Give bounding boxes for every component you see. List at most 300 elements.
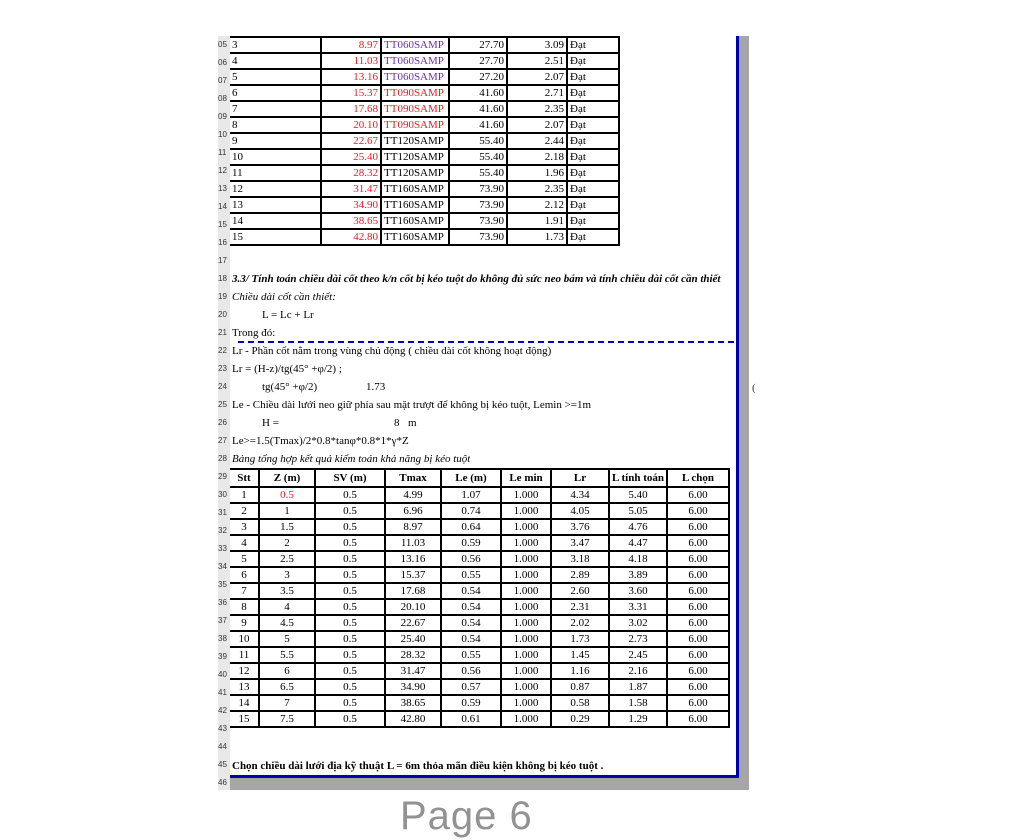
column-header[interactable]: L tính toán bbox=[609, 469, 667, 487]
cell-stt[interactable]: 15 bbox=[230, 229, 321, 245]
table-row bbox=[230, 615, 729, 631]
cell-code[interactable]: TT160SAMP bbox=[381, 213, 449, 229]
cell-stt[interactable]: 4 bbox=[230, 53, 321, 69]
column-header[interactable]: Le (m) bbox=[441, 469, 501, 487]
cell-tension[interactable]: 42.80 bbox=[321, 229, 381, 245]
table-cell[interactable]: 0.56 bbox=[441, 551, 501, 567]
cell-fs[interactable]: 2.51 bbox=[507, 53, 567, 69]
table-cell[interactable]: 6.00 bbox=[667, 599, 729, 615]
table-cell[interactable]: 2 bbox=[259, 535, 315, 551]
cell-stt[interactable]: 12 bbox=[230, 181, 321, 197]
cell-stt[interactable]: 11 bbox=[230, 165, 321, 181]
row-header[interactable]: 05 bbox=[218, 40, 227, 49]
table-cell[interactable]: 7.5 bbox=[259, 711, 315, 727]
table-cell[interactable]: 0.58 bbox=[551, 695, 609, 711]
row-header[interactable]: 18 bbox=[218, 274, 227, 283]
cell-result[interactable]: Đạt bbox=[567, 197, 619, 213]
table-row bbox=[230, 599, 729, 615]
cell-code[interactable]: TT120SAMP bbox=[381, 149, 449, 165]
table-cell[interactable]: 1.000 bbox=[501, 711, 551, 727]
cell-stt[interactable]: 10 bbox=[230, 149, 321, 165]
row-header[interactable]: 39 bbox=[218, 652, 227, 661]
table-cell[interactable]: 0.5 bbox=[259, 487, 315, 503]
table-cell[interactable]: 15 bbox=[230, 711, 259, 727]
table-cell[interactable]: 0.5 bbox=[315, 711, 385, 727]
table-cell[interactable]: 1.000 bbox=[501, 503, 551, 519]
table-row bbox=[230, 487, 729, 503]
cell-result[interactable]: Đạt bbox=[567, 149, 619, 165]
cell-tension[interactable]: 20.10 bbox=[321, 117, 381, 133]
table-row bbox=[230, 631, 729, 647]
cell-fs[interactable]: 2.71 bbox=[507, 85, 567, 101]
cell-tension[interactable]: 17.68 bbox=[321, 101, 381, 117]
table-cell[interactable]: 6.00 bbox=[667, 647, 729, 663]
cell-stt[interactable]: 9 bbox=[230, 133, 321, 149]
table-cell[interactable]: 4.05 bbox=[551, 503, 609, 519]
cell-tension[interactable]: 38.65 bbox=[321, 213, 381, 229]
table-cell[interactable]: 38.65 bbox=[385, 695, 441, 711]
cell-code[interactable]: TT060SAMP bbox=[381, 37, 449, 53]
row-header[interactable]: 08 bbox=[218, 94, 227, 103]
table-cell[interactable]: 1.29 bbox=[609, 711, 667, 727]
table-cell[interactable]: 1.000 bbox=[501, 647, 551, 663]
table-cell[interactable]: 4.99 bbox=[385, 487, 441, 503]
row-header[interactable]: 41 bbox=[218, 688, 227, 697]
table-cell[interactable]: 2.16 bbox=[609, 663, 667, 679]
table-cell[interactable]: 22.67 bbox=[385, 615, 441, 631]
table-cell[interactable]: 4.34 bbox=[551, 487, 609, 503]
row-header[interactable]: 16 bbox=[218, 238, 227, 247]
cell-tension[interactable]: 8.97 bbox=[321, 37, 381, 53]
column-header[interactable]: SV (m) bbox=[315, 469, 385, 487]
table-row bbox=[230, 535, 729, 551]
table-cell[interactable]: 4.76 bbox=[609, 519, 667, 535]
cell-result[interactable]: Đạt bbox=[567, 213, 619, 229]
table-cell[interactable]: 0.5 bbox=[315, 503, 385, 519]
row-header[interactable]: 17 bbox=[218, 256, 227, 265]
row-header[interactable]: 24 bbox=[218, 382, 227, 391]
row-header[interactable]: 30 bbox=[218, 490, 227, 499]
table-cell[interactable]: 0.5 bbox=[315, 663, 385, 679]
cell-stt[interactable]: 14 bbox=[230, 213, 321, 229]
row-header[interactable]: 43 bbox=[218, 724, 227, 733]
row-header[interactable]: 45 bbox=[218, 760, 227, 769]
table-cell[interactable]: 0.5 bbox=[315, 551, 385, 567]
table-cell[interactable]: 3.31 bbox=[609, 599, 667, 615]
row-header[interactable]: 07 bbox=[218, 76, 227, 85]
table-cell[interactable]: 1.000 bbox=[501, 615, 551, 631]
cell-fs[interactable]: 1.96 bbox=[507, 165, 567, 181]
table-row bbox=[230, 213, 619, 229]
cell-fs[interactable]: 3.09 bbox=[507, 37, 567, 53]
table-row bbox=[230, 197, 619, 213]
table-cell[interactable]: 0.64 bbox=[441, 519, 501, 535]
table-cell[interactable]: 4.5 bbox=[259, 615, 315, 631]
table-row bbox=[230, 69, 619, 85]
column-header[interactable]: Lr bbox=[551, 469, 609, 487]
table-cell[interactable]: 1.000 bbox=[501, 535, 551, 551]
table-cell[interactable]: 15.37 bbox=[385, 567, 441, 583]
cell-tension[interactable]: 25.40 bbox=[321, 149, 381, 165]
table-cell[interactable]: 2.31 bbox=[551, 599, 609, 615]
row-header[interactable]: 11 bbox=[218, 148, 227, 157]
where-label: Trong đó: bbox=[232, 327, 276, 339]
cell-stt[interactable]: 13 bbox=[230, 197, 321, 213]
column-header[interactable]: L chọn bbox=[667, 469, 729, 487]
table-cell[interactable]: 6.96 bbox=[385, 503, 441, 519]
table-cell[interactable]: 2 bbox=[230, 503, 259, 519]
table-cell[interactable]: 5 bbox=[259, 631, 315, 647]
table-cell[interactable]: 0.61 bbox=[441, 711, 501, 727]
row-header[interactable]: 21 bbox=[218, 328, 227, 337]
table-cell[interactable]: 6.00 bbox=[667, 503, 729, 519]
table-cell[interactable]: 0.5 bbox=[315, 647, 385, 663]
table-cell[interactable]: 0.57 bbox=[441, 679, 501, 695]
cell-result[interactable]: Đạt bbox=[567, 165, 619, 181]
row-header[interactable]: 23 bbox=[218, 364, 227, 373]
row-header[interactable]: 25 bbox=[218, 400, 227, 409]
cell-code[interactable]: TT090SAMP bbox=[381, 101, 449, 117]
cell-code[interactable]: TT120SAMP bbox=[381, 133, 449, 149]
table-cell[interactable]: 0.87 bbox=[551, 679, 609, 695]
cell-fs[interactable]: 2.12 bbox=[507, 197, 567, 213]
table-cell[interactable]: 2.5 bbox=[259, 551, 315, 567]
row-header[interactable]: 10 bbox=[218, 130, 227, 139]
table-cell[interactable]: 0.5 bbox=[315, 599, 385, 615]
column-header[interactable]: Stt bbox=[230, 469, 259, 487]
cell-result[interactable]: Đạt bbox=[567, 37, 619, 53]
table-row bbox=[230, 695, 729, 711]
cell-result[interactable]: Đạt bbox=[567, 229, 619, 245]
table-cell[interactable]: 6.00 bbox=[667, 679, 729, 695]
column-header[interactable]: Tmax bbox=[385, 469, 441, 487]
cell-tmax[interactable]: 73.90 bbox=[449, 213, 507, 229]
cell-tmax[interactable]: 73.90 bbox=[449, 197, 507, 213]
table-cell[interactable]: 4.18 bbox=[609, 551, 667, 567]
table-cell[interactable]: 6.00 bbox=[667, 695, 729, 711]
table-cell[interactable]: 10 bbox=[230, 631, 259, 647]
summary-table bbox=[230, 468, 730, 728]
table-cell[interactable]: 1 bbox=[259, 503, 315, 519]
table-cell[interactable]: 4 bbox=[230, 535, 259, 551]
table-row bbox=[230, 679, 729, 695]
table-cell[interactable]: 14 bbox=[230, 695, 259, 711]
table-cell[interactable]: 6.00 bbox=[667, 631, 729, 647]
column-header[interactable]: Z (m) bbox=[259, 469, 315, 487]
cell-stt[interactable]: 8 bbox=[230, 117, 321, 133]
table-cell[interactable]: 0.74 bbox=[441, 503, 501, 519]
row-header[interactable]: 20 bbox=[218, 310, 227, 319]
table-cell[interactable]: 6.00 bbox=[667, 551, 729, 567]
table-cell[interactable]: 3.89 bbox=[609, 567, 667, 583]
table-cell[interactable]: 13 bbox=[230, 679, 259, 695]
table-cell[interactable]: 1 bbox=[230, 487, 259, 503]
anchor-check-table bbox=[230, 36, 620, 246]
table-cell[interactable]: 1.07 bbox=[441, 487, 501, 503]
row-header[interactable]: 06 bbox=[218, 58, 227, 67]
table-row bbox=[230, 149, 619, 165]
table-cell[interactable]: 0.29 bbox=[551, 711, 609, 727]
required-length-label: Chiều dài cốt cần thiết: bbox=[232, 291, 336, 303]
row-header[interactable]: 40 bbox=[218, 670, 227, 679]
row-header[interactable]: 34 bbox=[218, 562, 227, 571]
lr-formula: Lr = (H-z)/tg(45° +φ/2) ; bbox=[232, 363, 342, 375]
table-cell[interactable]: 1.45 bbox=[551, 647, 609, 663]
table-cell[interactable]: 17.68 bbox=[385, 583, 441, 599]
cell-fs[interactable]: 2.07 bbox=[507, 69, 567, 85]
table-cell[interactable]: 6.00 bbox=[667, 519, 729, 535]
conclusion-text: Chọn chiều dài lưới địa kỹ thuật L = 6m thỏa mãn điều kiện không bị kéo tuột . bbox=[232, 760, 604, 772]
row-header[interactable]: 37 bbox=[218, 616, 227, 625]
table-cell[interactable]: 3.60 bbox=[609, 583, 667, 599]
row-header[interactable]: 15 bbox=[218, 220, 227, 229]
table-cell[interactable]: 3.5 bbox=[259, 583, 315, 599]
summary-title: Bảng tổng hợp kết quả kiểm toán khả năng bị kéo tuột bbox=[232, 453, 471, 465]
cell-code[interactable]: TT160SAMP bbox=[381, 229, 449, 245]
table-cell[interactable]: 6.5 bbox=[259, 679, 315, 695]
cell-result[interactable]: Đạt bbox=[567, 101, 619, 117]
row-header[interactable]: 33 bbox=[218, 544, 227, 553]
outside-print-area bbox=[739, 36, 749, 790]
table-cell[interactable]: 7 bbox=[259, 695, 315, 711]
table-cell[interactable]: 2.89 bbox=[551, 567, 609, 583]
table-cell[interactable]: 4.47 bbox=[609, 535, 667, 551]
row-header[interactable]: 38 bbox=[218, 634, 227, 643]
table-cell[interactable]: 0.5 bbox=[315, 535, 385, 551]
cell-fs[interactable]: 2.44 bbox=[507, 133, 567, 149]
cell-tmax[interactable]: 55.40 bbox=[449, 149, 507, 165]
table-cell[interactable]: 3.76 bbox=[551, 519, 609, 535]
cell-tmax[interactable]: 55.40 bbox=[449, 133, 507, 149]
row-header[interactable]: 44 bbox=[218, 742, 227, 751]
table-cell[interactable]: 1.000 bbox=[501, 551, 551, 567]
cell-code[interactable]: TT060SAMP bbox=[381, 69, 449, 85]
table-cell[interactable]: 0.59 bbox=[441, 535, 501, 551]
table-cell[interactable]: 6.00 bbox=[667, 567, 729, 583]
table-cell[interactable]: 1.000 bbox=[501, 679, 551, 695]
table-row bbox=[230, 711, 729, 727]
cell-fs[interactable]: 1.73 bbox=[507, 229, 567, 245]
table-cell[interactable]: 6.00 bbox=[667, 615, 729, 631]
table-cell[interactable]: 5.05 bbox=[609, 503, 667, 519]
cell-tmax[interactable]: 41.60 bbox=[449, 85, 507, 101]
table-cell[interactable]: 0.54 bbox=[441, 599, 501, 615]
table-cell[interactable]: 34.90 bbox=[385, 679, 441, 695]
table-row bbox=[230, 583, 729, 599]
table-row bbox=[230, 53, 619, 69]
cell-fs[interactable]: 2.18 bbox=[507, 149, 567, 165]
table-cell[interactable]: 9 bbox=[230, 615, 259, 631]
cell-code[interactable]: TT090SAMP bbox=[381, 85, 449, 101]
table-cell[interactable]: 31.47 bbox=[385, 663, 441, 679]
table-cell[interactable]: 3 bbox=[259, 567, 315, 583]
table-row bbox=[230, 133, 619, 149]
row-header[interactable]: 46 bbox=[218, 778, 227, 787]
cell-result[interactable]: Đạt bbox=[567, 69, 619, 85]
cell-tmax[interactable]: 73.90 bbox=[449, 229, 507, 245]
table-cell[interactable]: 6.00 bbox=[667, 583, 729, 599]
table-cell[interactable]: 0.5 bbox=[315, 519, 385, 535]
table-cell[interactable]: 3.02 bbox=[609, 615, 667, 631]
table-cell[interactable]: 28.32 bbox=[385, 647, 441, 663]
print-page bbox=[230, 36, 739, 778]
le-formula: Le>=1.5(Tmax)/2*0.8*tanφ*0.8*1*γ*Z bbox=[232, 435, 409, 447]
row-header[interactable]: 09 bbox=[218, 112, 227, 121]
h-label: H = bbox=[262, 417, 279, 429]
table-cell[interactable]: 1.5 bbox=[259, 519, 315, 535]
table-cell[interactable]: 1.000 bbox=[501, 695, 551, 711]
row-header[interactable]: 42 bbox=[218, 706, 227, 715]
cell-code[interactable]: TT060SAMP bbox=[381, 53, 449, 69]
cell-fs[interactable]: 2.35 bbox=[507, 101, 567, 117]
table-cell[interactable]: 0.5 bbox=[315, 695, 385, 711]
table-cell[interactable]: 8.97 bbox=[385, 519, 441, 535]
table-cell[interactable]: 11 bbox=[230, 647, 259, 663]
row-header[interactable]: 29 bbox=[218, 472, 227, 481]
cell-stt[interactable]: 7 bbox=[230, 101, 321, 117]
table-cell[interactable]: 1.16 bbox=[551, 663, 609, 679]
table-cell[interactable]: 2.73 bbox=[609, 631, 667, 647]
table-cell[interactable]: 6.00 bbox=[667, 711, 729, 727]
table-cell[interactable]: 1.000 bbox=[501, 663, 551, 679]
cell-tension[interactable]: 31.47 bbox=[321, 181, 381, 197]
section-heading: 3.3/ Tính toán chiều dài cốt theo k/n cốt bị kéo tuột do không đủ sức neo bám và tính chiều dài cốt cần thiết bbox=[232, 273, 721, 285]
table-cell[interactable]: 0.54 bbox=[441, 583, 501, 599]
table-cell[interactable]: 0.55 bbox=[441, 567, 501, 583]
table-cell[interactable]: 1.73 bbox=[551, 631, 609, 647]
cell-tension[interactable]: 28.32 bbox=[321, 165, 381, 181]
table-cell[interactable]: 4 bbox=[259, 599, 315, 615]
row-header[interactable]: 28 bbox=[218, 454, 227, 463]
cell-tmax[interactable]: 55.40 bbox=[449, 165, 507, 181]
cell-code[interactable]: TT160SAMP bbox=[381, 181, 449, 197]
table-row bbox=[230, 663, 729, 679]
table-cell[interactable]: 0.54 bbox=[441, 631, 501, 647]
table-cell[interactable]: 13.16 bbox=[385, 551, 441, 567]
cell-stt[interactable]: 6 bbox=[230, 85, 321, 101]
row-header[interactable]: 22 bbox=[218, 346, 227, 355]
tg-label: tg(45° +φ/2) bbox=[262, 381, 318, 393]
table-cell[interactable]: 1.000 bbox=[501, 487, 551, 503]
table-cell[interactable]: 0.5 bbox=[315, 679, 385, 695]
table-cell[interactable]: 8 bbox=[230, 599, 259, 615]
table-cell[interactable]: 6 bbox=[259, 663, 315, 679]
table-cell[interactable]: 1.58 bbox=[609, 695, 667, 711]
row-header[interactable]: 26 bbox=[218, 418, 227, 427]
h-unit: m bbox=[408, 417, 417, 429]
cell-tension[interactable]: 34.90 bbox=[321, 197, 381, 213]
table-cell[interactable]: 7 bbox=[230, 583, 259, 599]
table-cell[interactable]: 0.5 bbox=[315, 631, 385, 647]
row-header[interactable]: 19 bbox=[218, 292, 227, 301]
cell-code[interactable]: TT160SAMP bbox=[381, 197, 449, 213]
table-cell[interactable]: 0.54 bbox=[441, 615, 501, 631]
row-header[interactable]: 14 bbox=[218, 202, 227, 211]
cell-tmax[interactable]: 73.90 bbox=[449, 181, 507, 197]
row-header[interactable]: 35 bbox=[218, 580, 227, 589]
cell-fs[interactable]: 2.07 bbox=[507, 117, 567, 133]
table-cell[interactable]: 6.00 bbox=[667, 535, 729, 551]
cell-tmax[interactable]: 41.60 bbox=[449, 117, 507, 133]
cell-tension[interactable]: 15.37 bbox=[321, 85, 381, 101]
cell-tmax[interactable]: 41.60 bbox=[449, 101, 507, 117]
table-cell[interactable]: 20.10 bbox=[385, 599, 441, 615]
row-header[interactable]: 13 bbox=[218, 184, 227, 193]
cell-tmax[interactable]: 27.70 bbox=[449, 53, 507, 69]
table-cell[interactable]: 5.40 bbox=[609, 487, 667, 503]
cell-stt[interactable]: 3 bbox=[230, 37, 321, 53]
row-header[interactable]: 32 bbox=[218, 526, 227, 535]
cell-result[interactable]: Đạt bbox=[567, 85, 619, 101]
row-header[interactable]: 12 bbox=[218, 166, 227, 175]
table-cell[interactable]: 12 bbox=[230, 663, 259, 679]
row-header[interactable]: 27 bbox=[218, 436, 227, 445]
table-cell[interactable]: 11.03 bbox=[385, 535, 441, 551]
table-row bbox=[230, 165, 619, 181]
lr-description: Lr - Phần cốt nằm trong vùng chủ động ( chiều dài cốt không hoạt động) bbox=[232, 345, 552, 357]
table-cell[interactable]: 0.55 bbox=[441, 647, 501, 663]
table-cell[interactable]: 0.5 bbox=[315, 567, 385, 583]
table-cell[interactable]: 2.60 bbox=[551, 583, 609, 599]
cell-stt[interactable]: 5 bbox=[230, 69, 321, 85]
table-cell[interactable]: 2.45 bbox=[609, 647, 667, 663]
table-cell[interactable]: 3.18 bbox=[551, 551, 609, 567]
table-cell[interactable]: 5 bbox=[230, 551, 259, 567]
table-cell[interactable]: 1.000 bbox=[501, 519, 551, 535]
table-cell[interactable]: 1.000 bbox=[501, 631, 551, 647]
cell-fs[interactable]: 2.35 bbox=[507, 181, 567, 197]
tg-value: 1.73 bbox=[366, 381, 386, 393]
cell-tmax[interactable]: 27.20 bbox=[449, 69, 507, 85]
cell-tmax[interactable]: 27.70 bbox=[449, 37, 507, 53]
cell-result[interactable]: Đạt bbox=[567, 181, 619, 197]
row-header[interactable]: 36 bbox=[218, 598, 227, 607]
cell-code[interactable]: TT120SAMP bbox=[381, 165, 449, 181]
table-cell[interactable]: 0.5 bbox=[315, 487, 385, 503]
table-cell[interactable]: 0.56 bbox=[441, 663, 501, 679]
cell-fs[interactable]: 1.91 bbox=[507, 213, 567, 229]
row-header[interactable]: 31 bbox=[218, 508, 227, 517]
column-header[interactable]: Le min bbox=[501, 469, 551, 487]
table-cell[interactable]: 1.000 bbox=[501, 583, 551, 599]
table-cell[interactable]: 25.40 bbox=[385, 631, 441, 647]
cell-code[interactable]: TT090SAMP bbox=[381, 117, 449, 133]
table-cell[interactable]: 6 bbox=[230, 567, 259, 583]
table-cell[interactable]: 2.02 bbox=[551, 615, 609, 631]
cell-tension[interactable]: 11.03 bbox=[321, 53, 381, 69]
table-cell[interactable]: 3 bbox=[230, 519, 259, 535]
table-row bbox=[230, 101, 619, 117]
table-cell[interactable]: 6.00 bbox=[667, 487, 729, 503]
table-cell[interactable]: 5.5 bbox=[259, 647, 315, 663]
cell-tension[interactable]: 13.16 bbox=[321, 69, 381, 85]
cell-tension[interactable]: 22.67 bbox=[321, 133, 381, 149]
table-cell[interactable]: 0.5 bbox=[315, 615, 385, 631]
table-cell[interactable]: 3.47 bbox=[551, 535, 609, 551]
table-cell[interactable]: 0.59 bbox=[441, 695, 501, 711]
table-row bbox=[230, 567, 729, 583]
table-cell[interactable]: 1.000 bbox=[501, 599, 551, 615]
table-cell[interactable]: 0.5 bbox=[315, 583, 385, 599]
cell-result[interactable]: Đạt bbox=[567, 53, 619, 69]
table-cell[interactable]: 1.000 bbox=[501, 567, 551, 583]
table-cell[interactable]: 6.00 bbox=[667, 663, 729, 679]
table-cell[interactable]: 1.87 bbox=[609, 679, 667, 695]
cell-result[interactable]: Đạt bbox=[567, 133, 619, 149]
page-watermark: Page 6 bbox=[400, 794, 533, 838]
cell-result[interactable]: Đạt bbox=[567, 117, 619, 133]
table-cell[interactable]: 42.80 bbox=[385, 711, 441, 727]
